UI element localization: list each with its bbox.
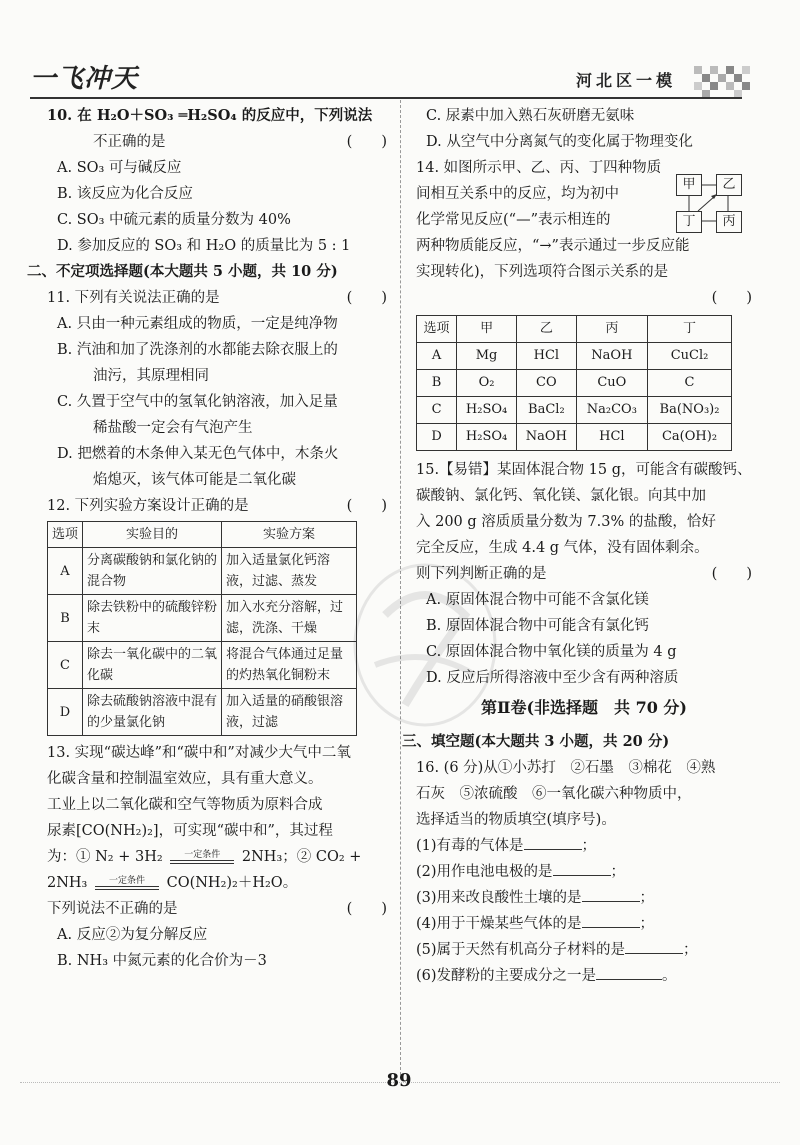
q13-option-b: B. NH₃ 中氮元素的化合价为－3 — [57, 953, 267, 969]
table-cell: A — [417, 343, 457, 370]
q15-line1: 15.【易错】某固体混合物 15 g，可能含有碳酸钙、 — [416, 462, 752, 478]
table-cell: A — [48, 548, 83, 595]
table-cell: HCl — [517, 343, 577, 370]
brand-logo: 一飞冲天 — [30, 64, 139, 94]
table-cell: 加入适量氯化钙溶液，过滤、蒸发 — [222, 548, 357, 595]
table-cell: C — [648, 370, 732, 397]
table-cell: CuO — [576, 370, 647, 397]
table-cell: HCl — [576, 424, 647, 451]
q15-option-a: A. 原固体混合物中可能不含氯化镁 — [426, 592, 649, 608]
q16-item-6: (6)发酵粉的主要成分之一是 。 — [416, 963, 752, 989]
q14-paren: ( ) — [711, 290, 752, 306]
table-header-cell: 丙 — [576, 316, 647, 343]
right-column — [402, 103, 752, 989]
reaction-arrow: 一定条件 — [170, 850, 234, 864]
table-header-cell: 选项 — [417, 316, 457, 343]
table-cell: BaCl₂ — [517, 397, 577, 424]
checker-decoration — [694, 62, 750, 98]
q15-stem: 则下列判断正确的是 ( ) — [416, 566, 752, 582]
answer-blank — [553, 861, 611, 876]
table-cell: C — [48, 642, 83, 689]
q10-option-a: A. SO₃ 可与碱反应 — [57, 160, 182, 176]
table-cell: 除去硫酸钠溶液中混有的少量氯化钠 — [83, 689, 222, 736]
table-cell: Na₂CO₃ — [576, 397, 647, 424]
q14-line4: 两种物质能反应，“→”表示通过一步反应能 — [416, 238, 690, 254]
q16-line1: 16. (6 分)从①小苏打 ②石墨 ③棉花 ④熟 — [416, 760, 716, 776]
node-yi: 乙 — [716, 174, 742, 196]
node-bing: 丙 — [716, 211, 742, 233]
table-header-cell: 丁 — [648, 316, 732, 343]
table-row — [48, 689, 357, 736]
section-3-heading: 三、填空题(本大题共 3 小题，共 20 分) — [402, 733, 670, 750]
q13-option-a: A. 反应②为复分解反应 — [57, 927, 208, 943]
table-cell: B — [48, 595, 83, 642]
q11-option-c: C. 久置于空气中的氢氧化钠溶液，加入足量 — [57, 394, 338, 410]
answer-blank — [524, 835, 582, 850]
q15-option-c: C. 原固体混合物中氧化镁的质量为 4 g — [426, 644, 677, 660]
table-header-cell: 乙 — [517, 316, 577, 343]
page-number: 89 — [386, 1070, 412, 1091]
q10-option-c: C. SO₃ 中硫元素的质量分数为 40% — [57, 212, 291, 228]
table-cell: Mg — [457, 343, 517, 370]
table-cell: Ba(NO₃)₂ — [648, 397, 732, 424]
table-header-cell: 实验方案 — [222, 522, 357, 548]
table-header-cell: 甲 — [457, 316, 517, 343]
q11-option-c-cont: 稀盐酸一定会有气泡产生 — [93, 420, 253, 436]
q14-line1: 14. 如图所示甲、乙、丙、丁四种物质 — [416, 160, 662, 176]
table-header-cell: 选项 — [48, 522, 83, 548]
table-cell: D — [48, 689, 83, 736]
table-cell: Ca(OH)₂ — [648, 424, 732, 451]
table-cell: CuCl₂ — [648, 343, 732, 370]
q16-item-3: (3)用来改良酸性土壤的是 ； — [416, 885, 752, 911]
q11-option-b-cont: 油污，其原理相同 — [93, 368, 209, 384]
q16-line3: 选择适当的物质填空(填序号)。 — [416, 812, 616, 828]
table-cell: 加入水充分溶解，过滤，洗涤、干燥 — [222, 595, 357, 642]
table-header-row — [417, 316, 732, 343]
q14-table — [416, 315, 732, 451]
table-row — [48, 548, 357, 595]
q12-table — [47, 521, 357, 736]
table-header-cell: 实验目的 — [83, 522, 222, 548]
q16-item-2: (2)用作电池电极的是 ； — [416, 859, 752, 885]
exam-region-title: 河北区一模 — [576, 71, 677, 90]
table-cell: O₂ — [457, 370, 517, 397]
node-jia: 甲 — [676, 174, 702, 196]
q16-item-1: (1)有毒的气体是 ； — [416, 833, 752, 859]
q10-stem-line1: 10. 在 H₂O＋SO₃ ═H₂SO₄ 的反应中，下列说法 — [47, 107, 373, 124]
table-row — [417, 424, 732, 451]
q15-option-d: D. 反应后所得溶液中至少含有两种溶质 — [426, 670, 679, 686]
q14-line5: 实现转化)，下列选项符合图示关系的是 — [416, 264, 669, 280]
q15-line3: 入 200 g 溶质质量分数为 7.3% 的盐酸，恰好 — [416, 514, 716, 530]
answer-blank — [582, 913, 640, 928]
q16-item-4: (4)用于干燥某些气体的是 ； — [416, 911, 752, 937]
q13-line4: 尿素[CO(NH₂)₂]，可实现“碳中和”，其过程 — [47, 823, 333, 839]
part-2-heading: 第Ⅱ卷(非选择题 共 70 分) — [480, 698, 688, 717]
table-cell: CO — [517, 370, 577, 397]
q10-option-b: B. 该反应为化合反应 — [57, 186, 193, 202]
q16-line2: 石灰 ⑤浓硫酸 ⑥一氧化碳六种物质中， — [416, 786, 692, 802]
left-column — [27, 103, 387, 974]
node-ding: 丁 — [676, 211, 702, 233]
table-cell: C — [417, 397, 457, 424]
q11-option-d: D. 把燃着的木条伸入某无色气体中，木条火 — [57, 446, 339, 462]
answer-blank — [596, 965, 662, 980]
q11-option-b: B. 汽油和加了洗涤剂的水都能去除衣服上的 — [57, 342, 338, 358]
table-cell: 分离碳酸钠和氯化钠的混合物 — [83, 548, 222, 595]
q10-option-d: D. 参加反应的 SO₃ 和 H₂O 的质量比为 5 : 1 — [57, 238, 351, 254]
answer-blank — [582, 887, 640, 902]
q13-option-c: C. 尿素中加入熟石灰研磨无氨味 — [426, 108, 635, 124]
q14-line3: 化学常见反应(“—”表示相连的 — [416, 212, 611, 228]
reaction-arrow: 一定条件 — [95, 876, 159, 890]
q14-line2: 间相互关系中的反应，均为初中 — [416, 186, 619, 202]
table-cell: 除去一氧化碳中的二氧化碳 — [83, 642, 222, 689]
q13-line1: 13. 实现“碳达峰”和“碳中和”对减少大气中二氧 — [47, 745, 351, 761]
table-cell: 将混合气体通过足量的灼热氧化铜粉末 — [222, 642, 357, 689]
table-row — [417, 370, 732, 397]
section-2-heading: 二、不定项选择题(本大题共 5 小题，共 10 分) — [27, 263, 338, 280]
header-rule — [30, 97, 742, 99]
table-row — [417, 397, 732, 424]
table-cell: 除去铁粉中的硫酸锌粉末 — [83, 595, 222, 642]
table-cell: B — [417, 370, 457, 397]
q13-line2: 化碳含量和控制温室效应，具有重大意义。 — [47, 771, 323, 787]
table-cell: NaOH — [576, 343, 647, 370]
table-cell: H₂SO₄ — [457, 424, 517, 451]
q13-equation-1: 为：① N₂ + 3H₂ 一定条件 2NH₃；② CO₂ + — [47, 849, 362, 865]
q11-option-d-cont: 焰熄灭，该气体可能是二氧化碳 — [93, 472, 296, 488]
q16-item-5: (5)属于天然有机高分子材料的是 ； — [416, 937, 752, 963]
q15-line4: 完全反应，生成 4.4 g 气体，没有固体剩余。 — [416, 540, 709, 556]
q15-line2: 碳酸钠、氯化钙、氧化镁、氯化银。向其中加 — [416, 488, 706, 504]
q13-option-d: D. 从空气中分离氮气的变化属于物理变化 — [426, 134, 693, 150]
table-cell: 加入适量的硝酸银溶液，过滤 — [222, 689, 357, 736]
answer-blank — [625, 939, 683, 954]
q14-relation-diagram — [676, 174, 742, 232]
table-row — [48, 595, 357, 642]
q13-line3: 工业上以二氧化碳和空气等物质为原料合成 — [47, 797, 323, 813]
q15-option-b: B. 原固体混合物中可能含有氯化钙 — [426, 618, 649, 634]
q13-equation-2: 2NH₃ 一定条件 CO(NH₂)₂＋H₂O。 — [47, 875, 298, 891]
q10-stem-line2: 不正确的是 ( ) — [93, 134, 387, 150]
table-row — [48, 642, 357, 689]
q11-stem: 11. 下列有关说法正确的是 ( ) — [47, 290, 387, 306]
table-row — [417, 343, 732, 370]
table-cell: NaOH — [517, 424, 577, 451]
q13-stem: 下列说法不正确的是 ( ) — [47, 901, 387, 917]
table-header-row — [48, 522, 357, 548]
table-cell: D — [417, 424, 457, 451]
q11-option-a: A. 只由一种元素组成的物质，一定是纯净物 — [57, 316, 338, 332]
q12-stem: 12. 下列实验方案设计正确的是 ( ) — [47, 498, 387, 514]
table-cell: H₂SO₄ — [457, 397, 517, 424]
